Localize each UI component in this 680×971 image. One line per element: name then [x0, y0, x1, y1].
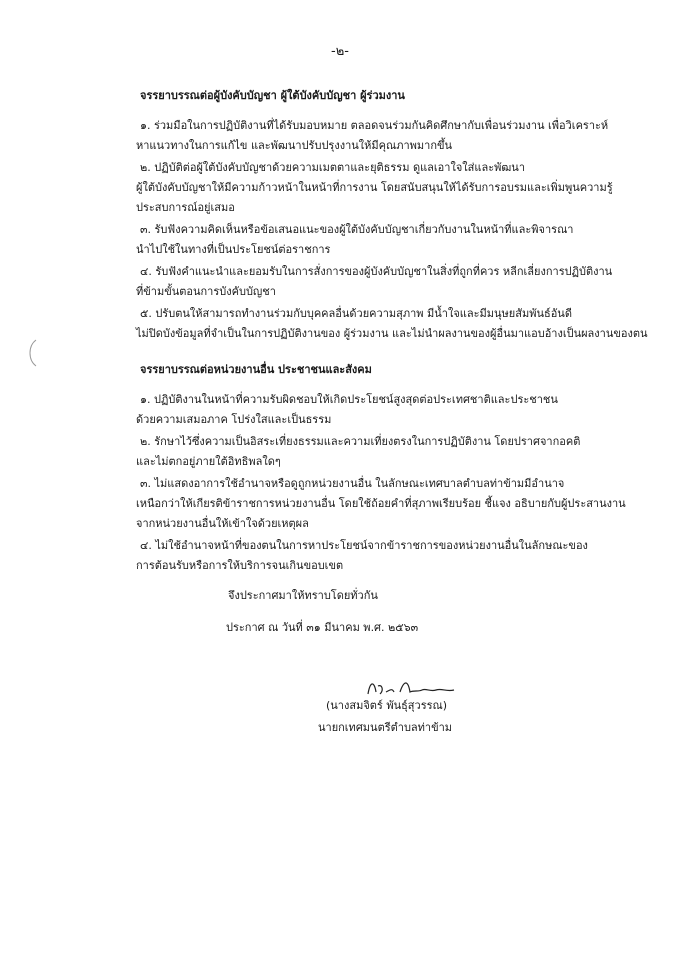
item-line: ไม่ปิดบังข้อมูลที่จำเป็นในการปฏิบัติงานของ ผู้ร่วมงาน และไม่นำผลงานของผู้อื่นมาแอบอ้างเป็นผลงานของตน: [136, 327, 648, 340]
item-line: ประสบการณ์อยู่เสมอ: [136, 201, 235, 214]
item-line: ๓. ไม่แสดงอาการใช้อำนาจหรือดูถูกหน่วยงานอื่น ในลักษณะเทศบาลตำบลท่าข้ามมีอำนาจ: [140, 477, 565, 490]
item-line: นำไปใช้ในทางที่เป็นประโยชน์ต่อราชการ: [136, 243, 331, 256]
section-heading: จรรยาบรรณต่อผู้บังคับบัญชา ผู้ใต้บังคับบัญชา ผู้ร่วมงาน: [140, 89, 405, 102]
item-line: เหนือกว่าให้เกียรติข้าราชการหน่วยงานอื่น โดยใช้ถ้อยคำที่สุภาพเรียบร้อย ชี้แจง อธิบายกับผู้ประสานงาน: [136, 497, 626, 510]
document-body: [136, 86, 648, 590]
closing-statement: จึงประกาศมาให้ทราบโดยทั่วกัน: [228, 589, 378, 602]
section-agencies-public-society: [136, 360, 626, 576]
item-line: การต้อนรับหรือการให้บริการจนเกินขอบเขต: [136, 559, 344, 572]
scan-artifact-mark: [26, 338, 42, 368]
item-line: ที่ข้ามขั้นตอนการบังคับบัญชา: [136, 285, 276, 298]
signer-name: (นางสมจิตร์ พันธุ์สุวรรณ): [326, 699, 448, 712]
item-line: ๔. ไม่ใช้อำนาจหน้าที่ของตนในการหาประโยชน์จากข้าราชการของหน่วยงานอื่นในลักษณะของ: [140, 539, 588, 552]
list-item: [136, 262, 613, 302]
section-heading: จรรยาบรรณต่อหน่วยงานอื่น ประชาชนและสังคม: [140, 363, 372, 376]
page-number: -๒-: [331, 44, 349, 59]
item-line: ๑. ปฏิบัติงานในหน้าที่ความรับผิดชอบให้เกิดประโยชน์สูงสุดต่อประเทศชาติและประชาชน: [140, 393, 558, 406]
item-line: หาแนวทางในการแก้ไข และพัฒนาปรับปรุงงานให้มีคุณภาพมากขึ้น: [136, 139, 453, 152]
item-line: ๑. ร่วมมือในการปฏิบัติงานที่ได้รับมอบหมาย ตลอดจนร่วมกันคิดศึกษากับเพื่อนร่วมงาน เพื่อวิเคราะห์: [140, 119, 609, 132]
item-line: จากหน่วยงานอื่นให้เข้าใจด้วยเหตุผล: [136, 517, 309, 530]
list-item: [136, 432, 581, 472]
list-item: [136, 390, 558, 430]
item-line: ๓. รับฟังความคิดเห็นหรือข้อเสนอแนะของผู้ใต้บังคับบัญชาเกี่ยวกับงานในหน้าที่และพิจารณา: [140, 223, 574, 236]
item-line: ๒. ปฏิบัติต่อผู้ใต้บังคับบัญชาด้วยความเมตตาและยุติธรรม ดูแลเอาใจใส่และพัฒนา: [140, 161, 525, 174]
item-line: ด้วยความเสมอภาค โปร่งใสและเป็นธรรม: [136, 413, 332, 426]
item-line: ๔. รับฟังคำแนะนำและยอมรับในการสั่งการของผู้บังคับบัญชาในสิ่งที่ถูกที่ควร หลีกเลี่ยงการปฏิบัติงาน: [140, 265, 613, 278]
list-item: [136, 536, 588, 576]
list-item: [136, 304, 648, 344]
section-superiors-subordinates: [136, 86, 648, 344]
item-line: ๕. ปรับตนให้สามารถทำงานร่วมกับบุคคลอื่นด้วยความสุภาพ มีน้ำใจและมีมนุษยสัมพันธ์อันดี: [140, 307, 572, 320]
list-item: [136, 158, 613, 218]
item-line: ผู้ใต้บังคับบัญชาให้มีความก้าวหน้าในหน้าที่การงาน โดยสนับสนุนให้ได้รับการอบรมและเพิ่มพูนความรู้: [136, 181, 613, 194]
list-item: [136, 220, 574, 260]
item-line: และไม่ตกอยู่ภายใต้อิทธิพลใดๆ: [136, 455, 281, 468]
proclamation-date: ประกาศ ณ วันที่ ๓๑ มีนาคม พ.ศ. ๒๕๖๓: [226, 621, 419, 634]
signer-title: นายกเทศมนตรีตำบลท่าข้าม: [318, 721, 453, 734]
list-item: [136, 474, 626, 534]
list-item: [136, 116, 609, 156]
item-line: ๒. รักษาไว้ซึ่งความเป็นอิสระเที่ยงธรรมและความเที่ยงตรงในการปฏิบัติงาน โดยปราศจากอคติ: [140, 435, 581, 448]
